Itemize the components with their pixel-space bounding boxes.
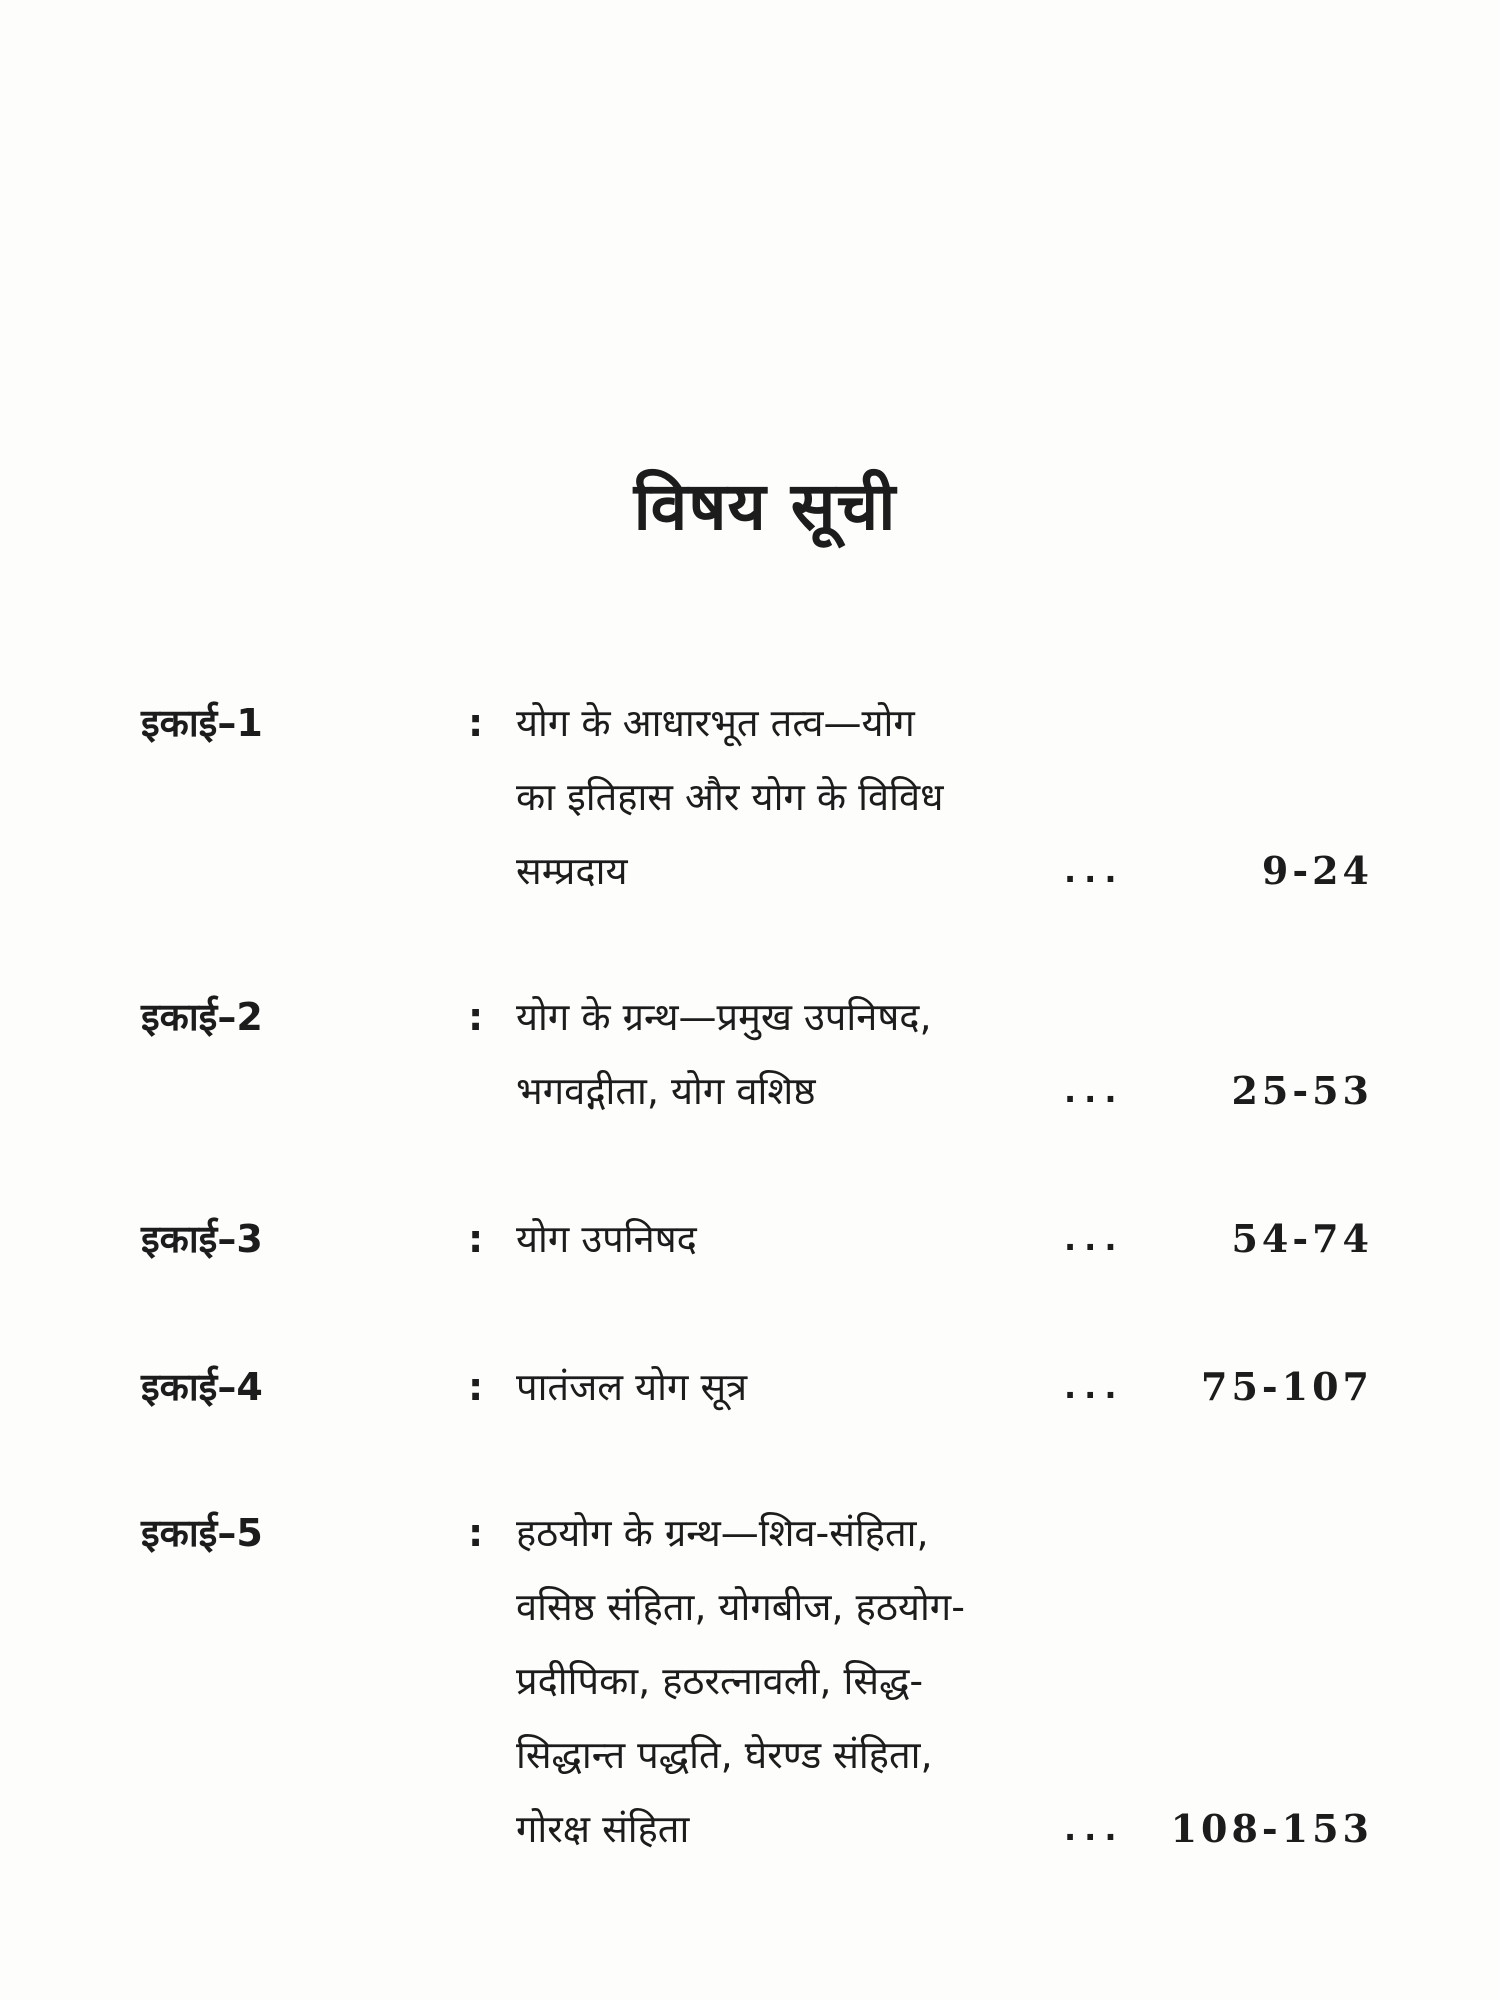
leader-dots: ... xyxy=(1064,1810,1125,1848)
leader-dots: ... xyxy=(1064,1072,1125,1110)
toc-entry-unit-1 xyxy=(0,686,1500,908)
colon-separator: : xyxy=(468,995,484,1039)
colon-separator: : xyxy=(468,1511,484,1555)
entry-title xyxy=(516,1496,1056,1866)
page-range: 108-153 xyxy=(1170,1806,1373,1851)
page-title: विषय सूची xyxy=(633,468,897,545)
page-range: 54-74 xyxy=(1231,1216,1373,1261)
colon-separator: : xyxy=(468,1365,484,1409)
leader-dots: ... xyxy=(1064,852,1125,890)
unit-label: इकाई–5 xyxy=(141,1511,263,1555)
toc-entry-unit-3 xyxy=(0,1202,1500,1276)
toc-entry-unit-5 xyxy=(0,1496,1500,1866)
entry-title-line: योग के आधारभूत तत्व—योग xyxy=(516,701,915,745)
colon-separator: : xyxy=(468,1217,484,1261)
entry-title-line: योग उपनिषद xyxy=(516,1217,697,1261)
entry-title-line: वसिष्ठ संहिता, योगबीज, हठयोग- xyxy=(516,1585,965,1629)
entry-title xyxy=(516,980,1056,1128)
colon-separator: : xyxy=(468,701,484,745)
entry-title-line: योग के ग्रन्थ—प्रमुख उपनिषद, xyxy=(516,995,932,1039)
unit-label: इकाई–3 xyxy=(141,1217,263,1261)
entry-title-line: गोरक्ष संहिता xyxy=(516,1807,690,1851)
unit-label: इकाई–2 xyxy=(141,995,263,1039)
entry-title-line: प्रदीपिका, हठरत्नावली, सिद्ध- xyxy=(516,1659,924,1703)
leader-dots: ... xyxy=(1064,1368,1125,1406)
page-range: 75-107 xyxy=(1201,1364,1373,1409)
entry-title xyxy=(516,1202,1056,1276)
unit-label: इकाई–4 xyxy=(141,1365,263,1409)
entry-title-line: सम्प्रदाय xyxy=(516,849,628,893)
leader-dots: ... xyxy=(1064,1220,1125,1258)
entry-title-line: का इतिहास और योग के विविध xyxy=(516,775,944,819)
page-range: 9-24 xyxy=(1261,848,1373,893)
page-range: 25-53 xyxy=(1231,1068,1373,1113)
entry-title-line: पातंजल योग सूत्र xyxy=(516,1365,748,1409)
entry-title xyxy=(516,686,1056,908)
entry-title xyxy=(516,1350,1056,1424)
toc-entry-unit-4 xyxy=(0,1350,1500,1424)
entry-title-line: भगवद्गीता, योग वशिष्ठ xyxy=(516,1069,816,1113)
unit-label: इकाई–1 xyxy=(141,701,263,745)
entry-title-line: हठयोग के ग्रन्थ—शिव-संहिता, xyxy=(516,1511,929,1555)
toc-entry-unit-2 xyxy=(0,980,1500,1128)
entry-title-line: सिद्धान्त पद्धति, घेरण्ड संहिता, xyxy=(516,1733,933,1777)
